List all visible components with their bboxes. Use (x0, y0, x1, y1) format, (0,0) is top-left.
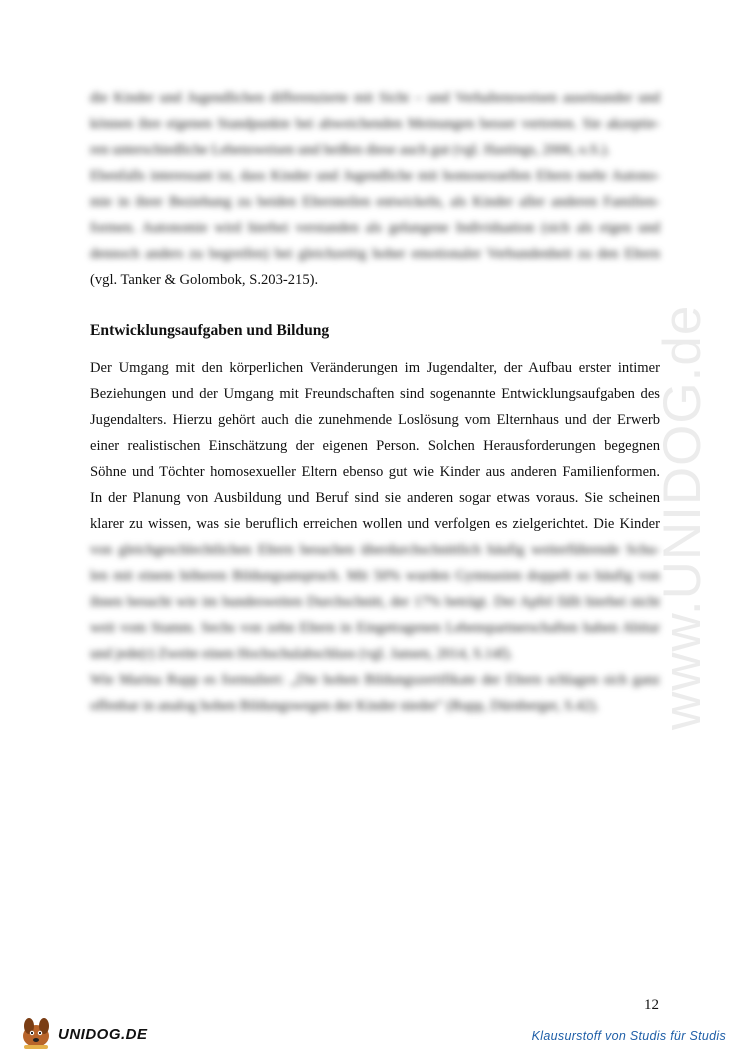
text-line: In der Planung von Ausbildung und Beruf sind sie anderen sogar etwas voraus. Sie scheinen (90, 490, 660, 506)
text-line: Jugendalters. Hierzu gehört auch die zunehmende Loslösung vom Elternhaus und der Erwerb (90, 412, 660, 428)
text-line: von gleichgeschlechtlichen Eltern besuchen überdurchschnittlich häufig weiterführende Schu- (90, 542, 660, 558)
text-line: len mit einem höheren Bildungsanspruch. Mit 50% wurden Gymnasien doppelt so häufig von (90, 568, 660, 584)
text-line: dennoch anders zu begreifen) bei gleichzeitig hoher emotionaler Verbundenheit zu den Eltern (90, 246, 660, 262)
unidog-logo[interactable] (18, 1012, 158, 1052)
text-line: können ihre eigenen Standpunkte bei abweichenden Meinungen besser vertreten. Sie akzeptie- (90, 116, 660, 132)
text-line: Beziehungen und der Umgang mit Freundschaften sind sogenannte Entwicklungsaufgaben des (90, 386, 660, 402)
text-line: offenbar in analog hohen Bildungswegen der Kinder nieder" (Rupp, Dürnberger, S.42). (90, 698, 599, 714)
dog-mascot-icon (18, 1012, 60, 1052)
text-line: Der Umgang mit den körperlichen Veränderungen im Jugendalter, der Aufbau erster intimer (90, 360, 660, 376)
text-line: Wie Marina Rupp es formuliert: „Die hohen Bildungszertifikate der Eltern schlagen sich ganz (90, 672, 660, 688)
text-line: Ebenfalls interessant ist, dass Kinder und Jugendliche mit homosexuellen Eltern mehr Autono- (90, 168, 660, 184)
text-line: (vgl. Tanker & Golombok, S.203-215). (90, 272, 319, 288)
text-line: formen. Autonomie wird hierbei verstanden als gelungene Individuation (sich als eigen und (90, 220, 660, 236)
text-line: klarer zu wissen, was sie beruflich erreichen wollen und verfolgen es zielgerichtet. Die Kinder (90, 516, 660, 532)
text-line: die Kinder und Jugendlichen differenzierte mit Sicht – und Verhaltensweisen auseinander und (90, 90, 660, 106)
page-number: 12 (644, 997, 659, 1013)
text-line: und jede(r) Zweite einen Hochschulabschluss (vgl. Jansen, 2014, S.14f). (90, 646, 513, 662)
watermark-text: www.UNIDOG.de (653, 304, 712, 730)
logo-text: UNIDOG.DE (58, 1026, 148, 1043)
text-line: weit vom Stamm. Sechs von zehn Eltern in Eingetragenen Lebenspartnerschaften haben Abitur (90, 620, 660, 636)
text-line: ihnen besucht wie im bundesweiten Durchschnitt, der 17% beträgt. Der Apfel fällt hierbei nicht (90, 594, 660, 610)
text-line: ren unterschiedliche Lebensweisen und heißen diese auch gut (vgl. Hastings, 2006, o.S.). (90, 142, 610, 158)
footer-slogan: Klausurstoff von Studis für Studis (531, 1029, 726, 1043)
text-line: mie in ihrer Beziehung zu beiden Elternteilen entwickeln, als Kinder aller anderen Familien- (90, 194, 660, 210)
text-line: einer realistischen Einschätzung der eigenen Person. Solchen Herausforderungen begegnen (90, 438, 660, 454)
section-heading: Entwicklungsaufgaben und Bildung (90, 322, 330, 339)
text-line: Söhne und Töchter homosexueller Eltern ebenso gut wie Kinder aus anderen Familienformen. (90, 464, 660, 480)
